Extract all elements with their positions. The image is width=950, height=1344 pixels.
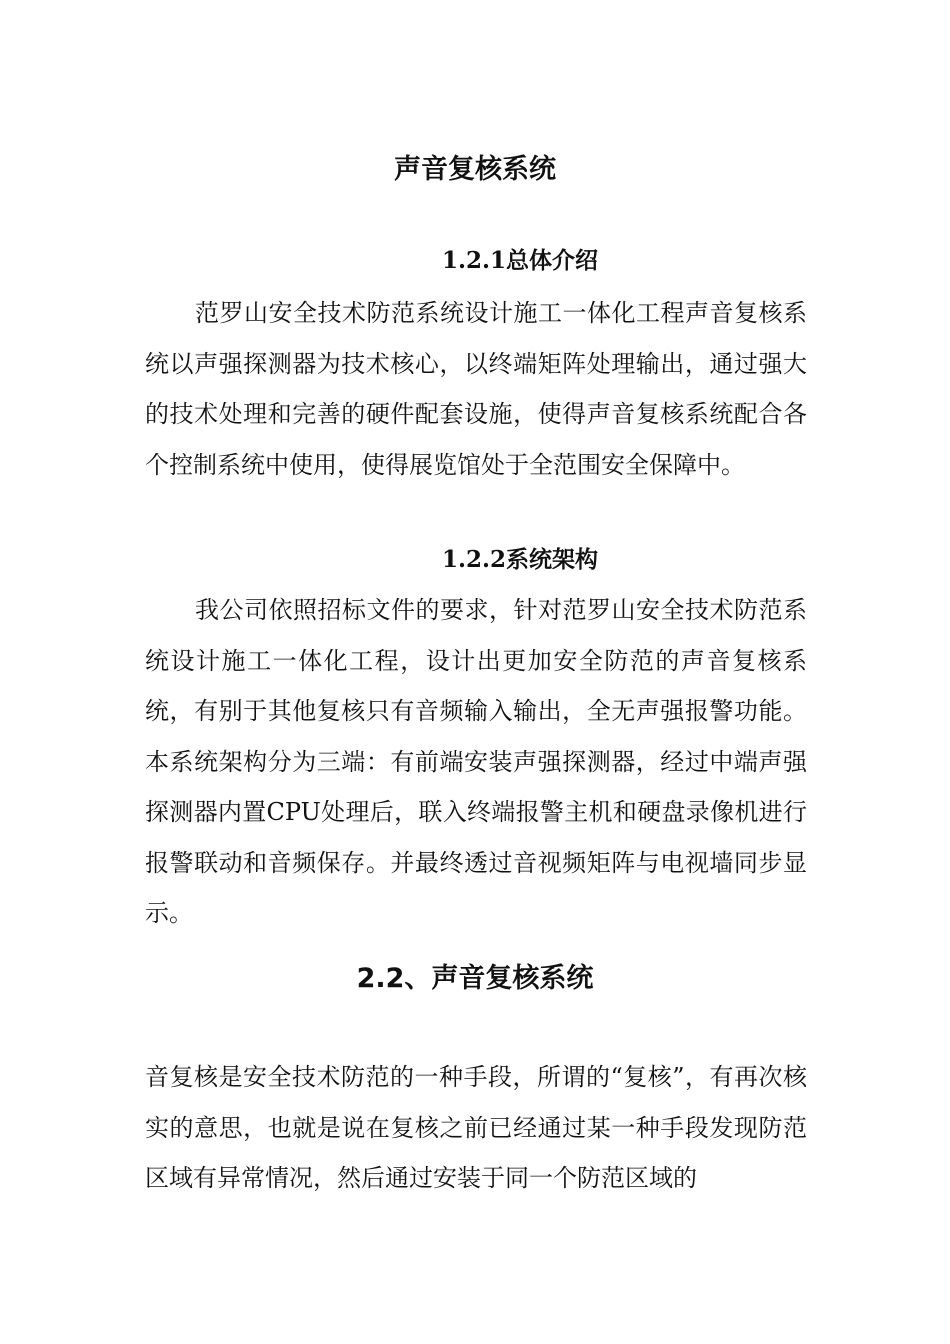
section-heading-2-2: 2.2、声音复核系统 [356, 963, 594, 994]
paragraph-architecture: 我公司依照招标文件的要求，针对范罗山安全技术防范系统设计施工一体化工程，设计出更加安全防范的声音复核系统，有别于其他复核只有音频输入输出，全无声强报警功能。本系统架构分为三端：有前端安装声强探测器，经过中端声强探测器内置CPU处理后，联入终端报警主机和硬盘录像机进行报警联动和音频保存。并最终透过音视频矩阵与电视墙同步显示。 [145, 596, 807, 927]
paragraph-section-2-2: 音复核是安全技术防范的一种手段，所谓的“复核”，有再次核实的意思，也就是说在复核之前已经通过某一种手段发现防范区域有异常情况，然后通过安装于同一个防范区域的 [145, 1063, 807, 1192]
document-title: 声音复核系统 [394, 154, 556, 185]
subheading-overview: 1.2.1总体介绍 [441, 247, 599, 274]
subheading-architecture: 1.2.2系统架构 [441, 546, 599, 573]
paragraph-overview: 范罗山安全技术防范系统设计施工一体化工程声音复核系统以声强探测器为技术核心，以终端矩阵处理输出，通过强大的技术处理和完善的硬件配套设施，使得声音复核系统配合各个控制系统中使用，使得展览馆处于全范围安全保障中。 [145, 299, 807, 479]
